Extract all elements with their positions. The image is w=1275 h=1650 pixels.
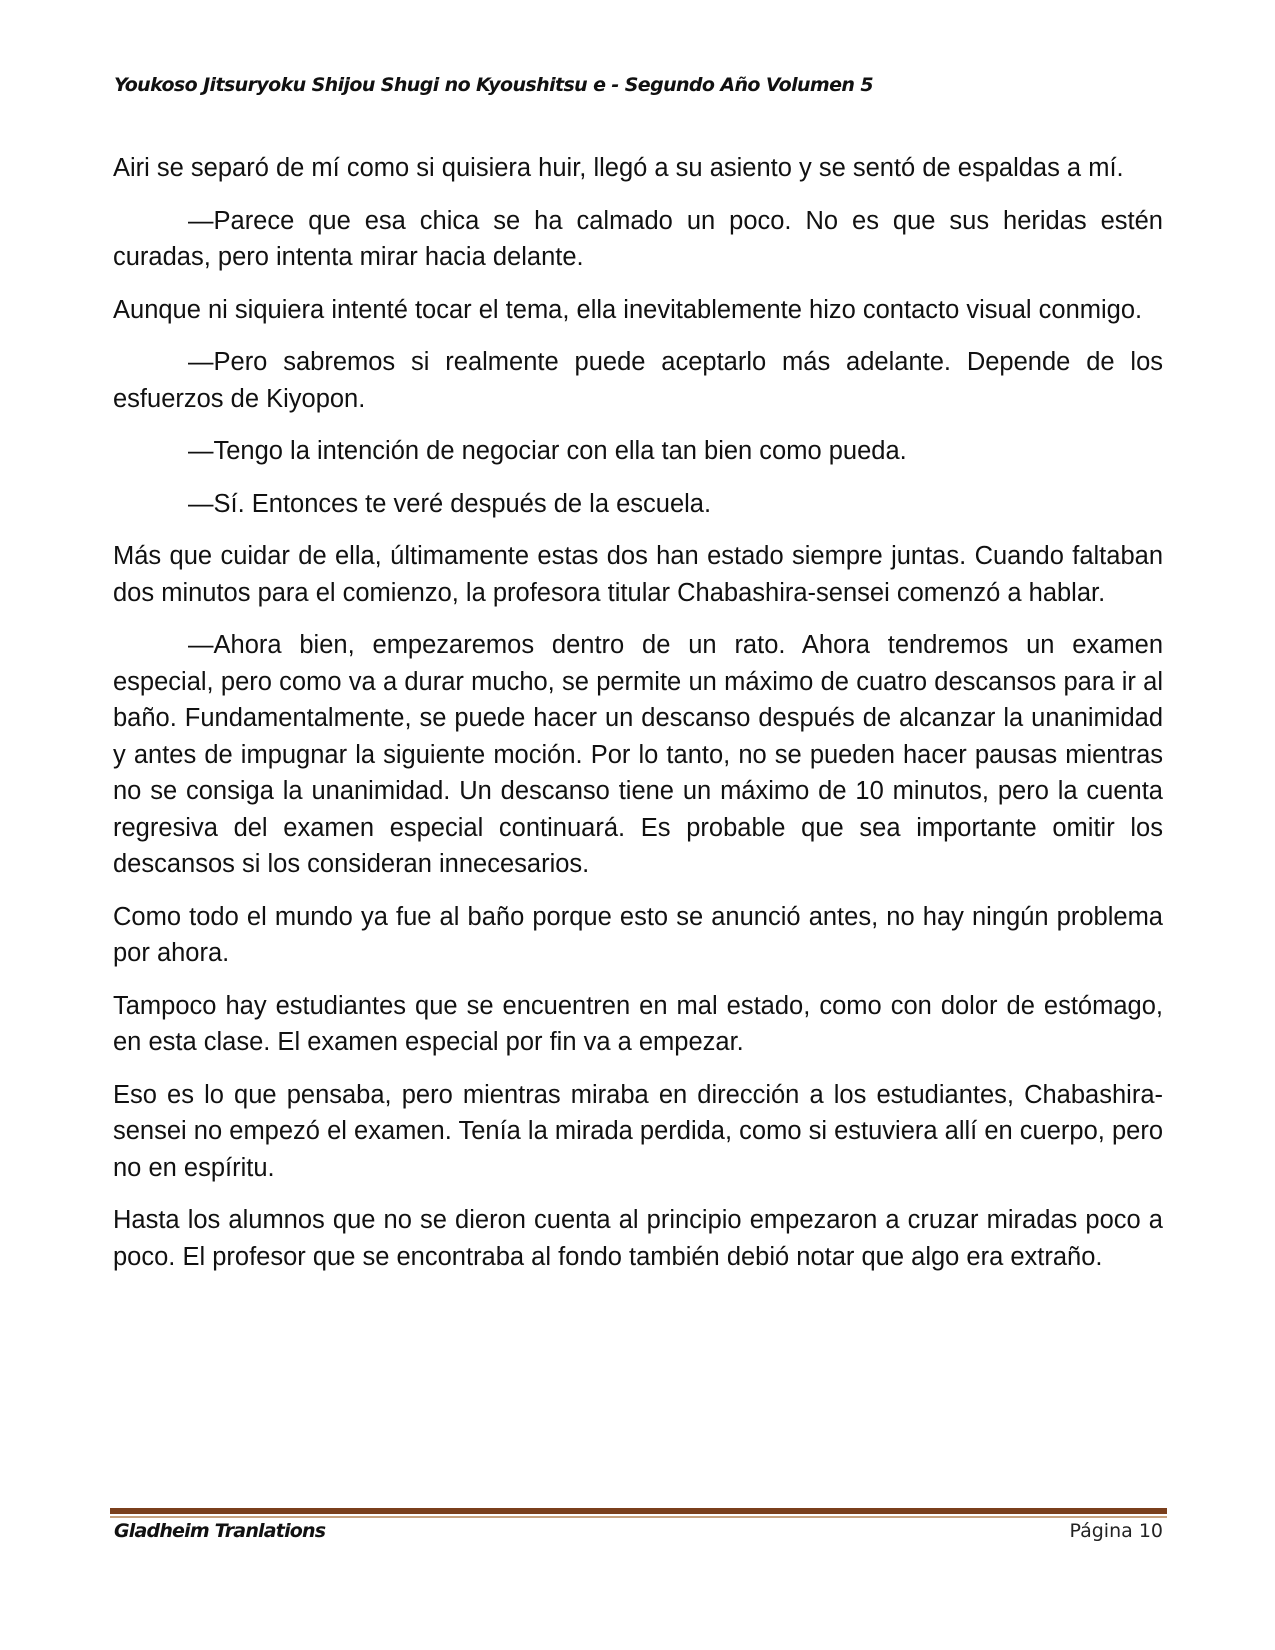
page-label: Página: [1069, 1520, 1133, 1542]
dialogue-paragraph: —Sí. Entonces te veré después de la escuela.: [188, 489, 712, 518]
dialogue-paragraph: —Pero sabremos si realmente puede aceptarlo más adelante. Depende de los esfuerzos de Kiyopon.: [113, 348, 1163, 413]
dialogue-paragraph: —Ahora bien, empezaremos dentro de un rato. Ahora tendremos un examen especial, pero como va a durar mucho, se permite un máximo de cuatro descansos para ir al baño. Fundamentalmente, se puede hacer un descanso después de alcanzar la unanimidad y antes de impugnar la siguiente moción. Por lo tanto, no se pueden hacer pausas mientras no se consiga la unanimidad. Un descanso tiene un máximo de 10 minutos, pero la cuenta regresiva del examen especial continuará. Es probable que sea importante omitir los descansos si los consideran innecesarios.: [113, 631, 1163, 878]
running-header: Youkoso Jitsuryoku Shijou Shugi no Kyoushitsu e - Segundo Año Volumen 5: [114, 74, 873, 96]
page-body: [113, 150, 1163, 1291]
paragraph: Como todo el mundo ya fue al baño porque esto se anunció antes, no hay ningún problema por ahora.: [113, 902, 1163, 967]
page-number-value: 10: [1138, 1520, 1163, 1542]
footer-rule: [110, 1508, 1167, 1518]
paragraph: Airi se separó de mí como si quisiera huir, llegó a su asiento y se sentó de espaldas a mí.: [113, 154, 1124, 182]
page-number: [1069, 1520, 1163, 1542]
paragraph: Tampoco hay estudiantes que se encuentren en mal estado, como con dolor de estómago, en esta clase. El examen especial por fin va a empezar.: [113, 991, 1163, 1056]
paragraph: Aunque ni siquiera intenté tocar el tema, ella inevitablemente hizo contacto visual conmigo.: [113, 295, 1143, 324]
footer-credit: Gladheim Tranlations: [114, 1520, 326, 1542]
paragraph: Hasta los alumnos que no se dieron cuenta al principio empezaron a cruzar miradas poco a poco. El profesor que se encontraba al fondo también debió notar que algo era extraño.: [113, 1206, 1163, 1271]
dialogue-paragraph: —Tengo la intención de negociar con ella tan bien como pueda.: [188, 437, 907, 465]
dialogue-paragraph: —Parece que esa chica se ha calmado un poco. No es que sus heridas estén curadas, pero intenta mirar hacia delante.: [113, 206, 1163, 271]
paragraph: Más que cuidar de ella, últimamente estas dos han estado siempre juntas. Cuando faltaban dos minutos para el comienzo, la profesora titular Chabashira-sensei comenzó a hablar.: [113, 542, 1163, 607]
paragraph: Eso es lo que pensaba, pero mientras miraba en dirección a los estudiantes, Chabashira-sensei no empezó el examen. Tenía la mirada perdida, como si estuviera allí en cuerpo, pero no en espíritu.: [113, 1080, 1163, 1182]
